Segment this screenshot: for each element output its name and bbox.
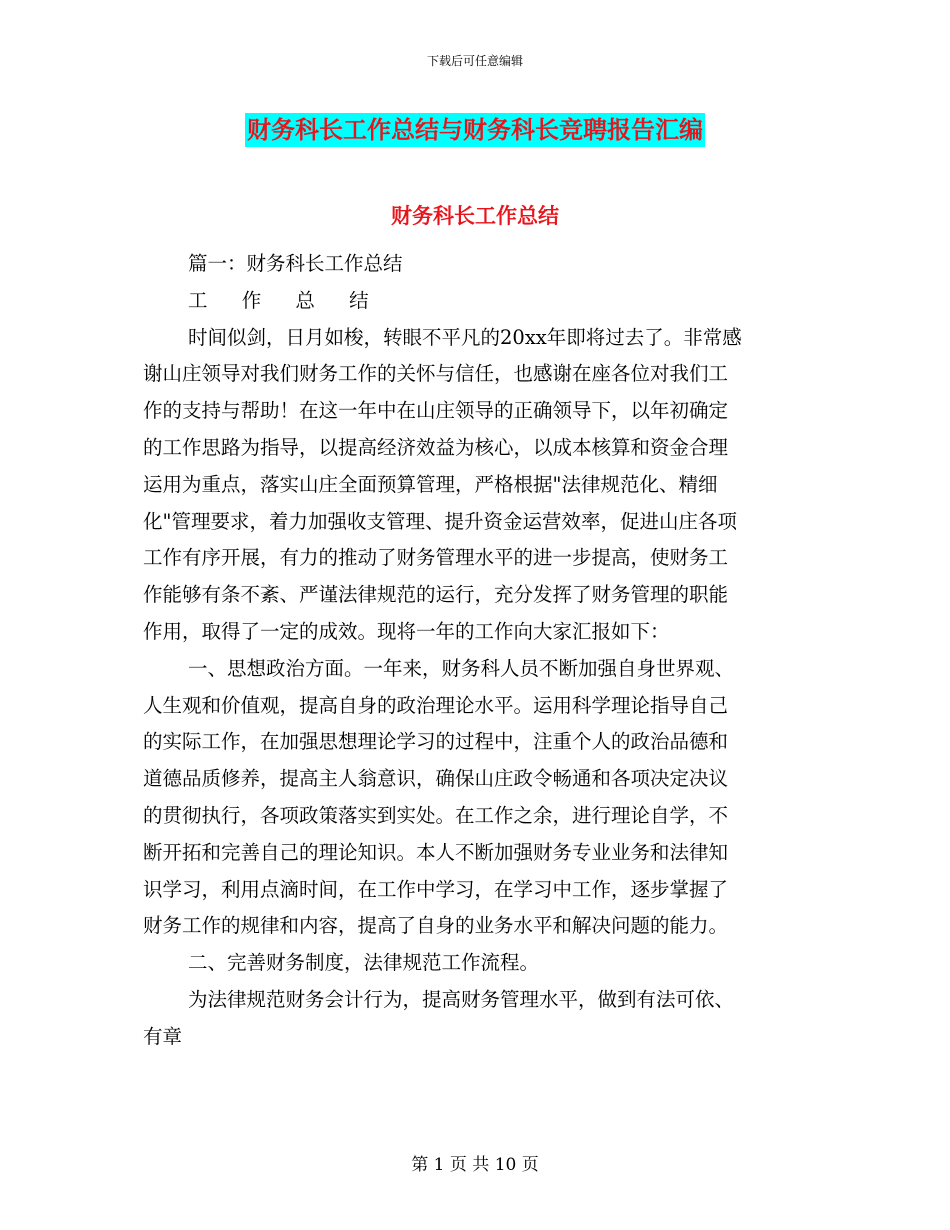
body-text [143,246,808,1056]
paragraph-line: 断开拓和完善自己的理论知识。本人不断加强财务专业业务和法律知 [143,840,729,864]
paragraph-line: 一、思想政治方面。一年来，财务科人员不断加强自身世界观、 [188,656,735,680]
paragraph-line: 识学习，利用点滴时间，在工作中学习，在学习中工作，逐步掌握了 [143,877,729,901]
paragraph-line: 运用为重点，落实山庄全面预算管理，严格根据"法律规范化、精细 [143,472,718,496]
paragraph-line: 作能够有条不紊、严谨法律规范的运行，充分发挥了财务管理的职能 [143,583,729,607]
paragraph-line: 的实际工作，在加强思想理论学习的过程中，注重个人的政治品德和 [143,730,729,754]
paragraph-line: 道德品质修养，提高主人翁意识，确保山庄政令畅通和各项决定决议 [143,767,729,791]
paragraph-line: 作用，取得了一定的成效。现将一年的工作向大家汇报如下： [143,619,670,643]
page-header-note: 下载后可任意编辑 [426,54,523,68]
paragraph-line: 化"管理要求，着力加强收支管理、提升资金运营效率，促进山庄各项 [143,509,737,533]
paragraph-line: 工 作 总 结 [188,288,383,312]
paragraph-line: 的贯彻执行，各项政策落实到实处。在工作之余，进行理论自学，不 [143,803,729,827]
paragraph-line: 时间似剑，日月如梭，转眼不平凡的20xx年即将过去了。非常感 [188,325,742,349]
paragraph-line: 工作有序开展，有力的推动了财务管理水平的进一步提高，使财务工 [143,546,729,570]
paragraph-line: 谢山庄领导对我们财务工作的关怀与信任，也感谢在座各位对我们工 [143,362,729,386]
document-title-container [0,113,950,147]
paragraph-line: 财务工作的规律和内容，提高了自身的业务水平和解决问题的能力。 [143,914,729,938]
paragraph-line: 人生观和价值观，提高自身的政治理论水平。运用科学理论指导自己 [143,693,729,717]
paragraph-line: 有章 [143,1024,183,1048]
paragraph-line: 为法律规范财务会计行为，提高财务管理水平，做到有法可依、 [188,987,735,1011]
paragraph-line: 的工作思路为指导，以提高经济效益为核心，以成本核算和资金合理 [143,435,729,459]
paragraph-line: 二、完善财务制度，法律规范工作流程。 [188,951,540,975]
paragraph-line: 篇一：财务科长工作总结 [188,252,403,275]
paragraph-line: 作的支持与帮助！在这一年中在山庄领导的正确领导下，以年初确定 [143,399,729,423]
section-title: 财务科长工作总结 [391,204,559,228]
page-number-footer: 第 1 页 共 10 页 [411,1155,539,1175]
document-title: 财务科长工作总结与财务科长竞聘报告汇编 [245,113,705,147]
